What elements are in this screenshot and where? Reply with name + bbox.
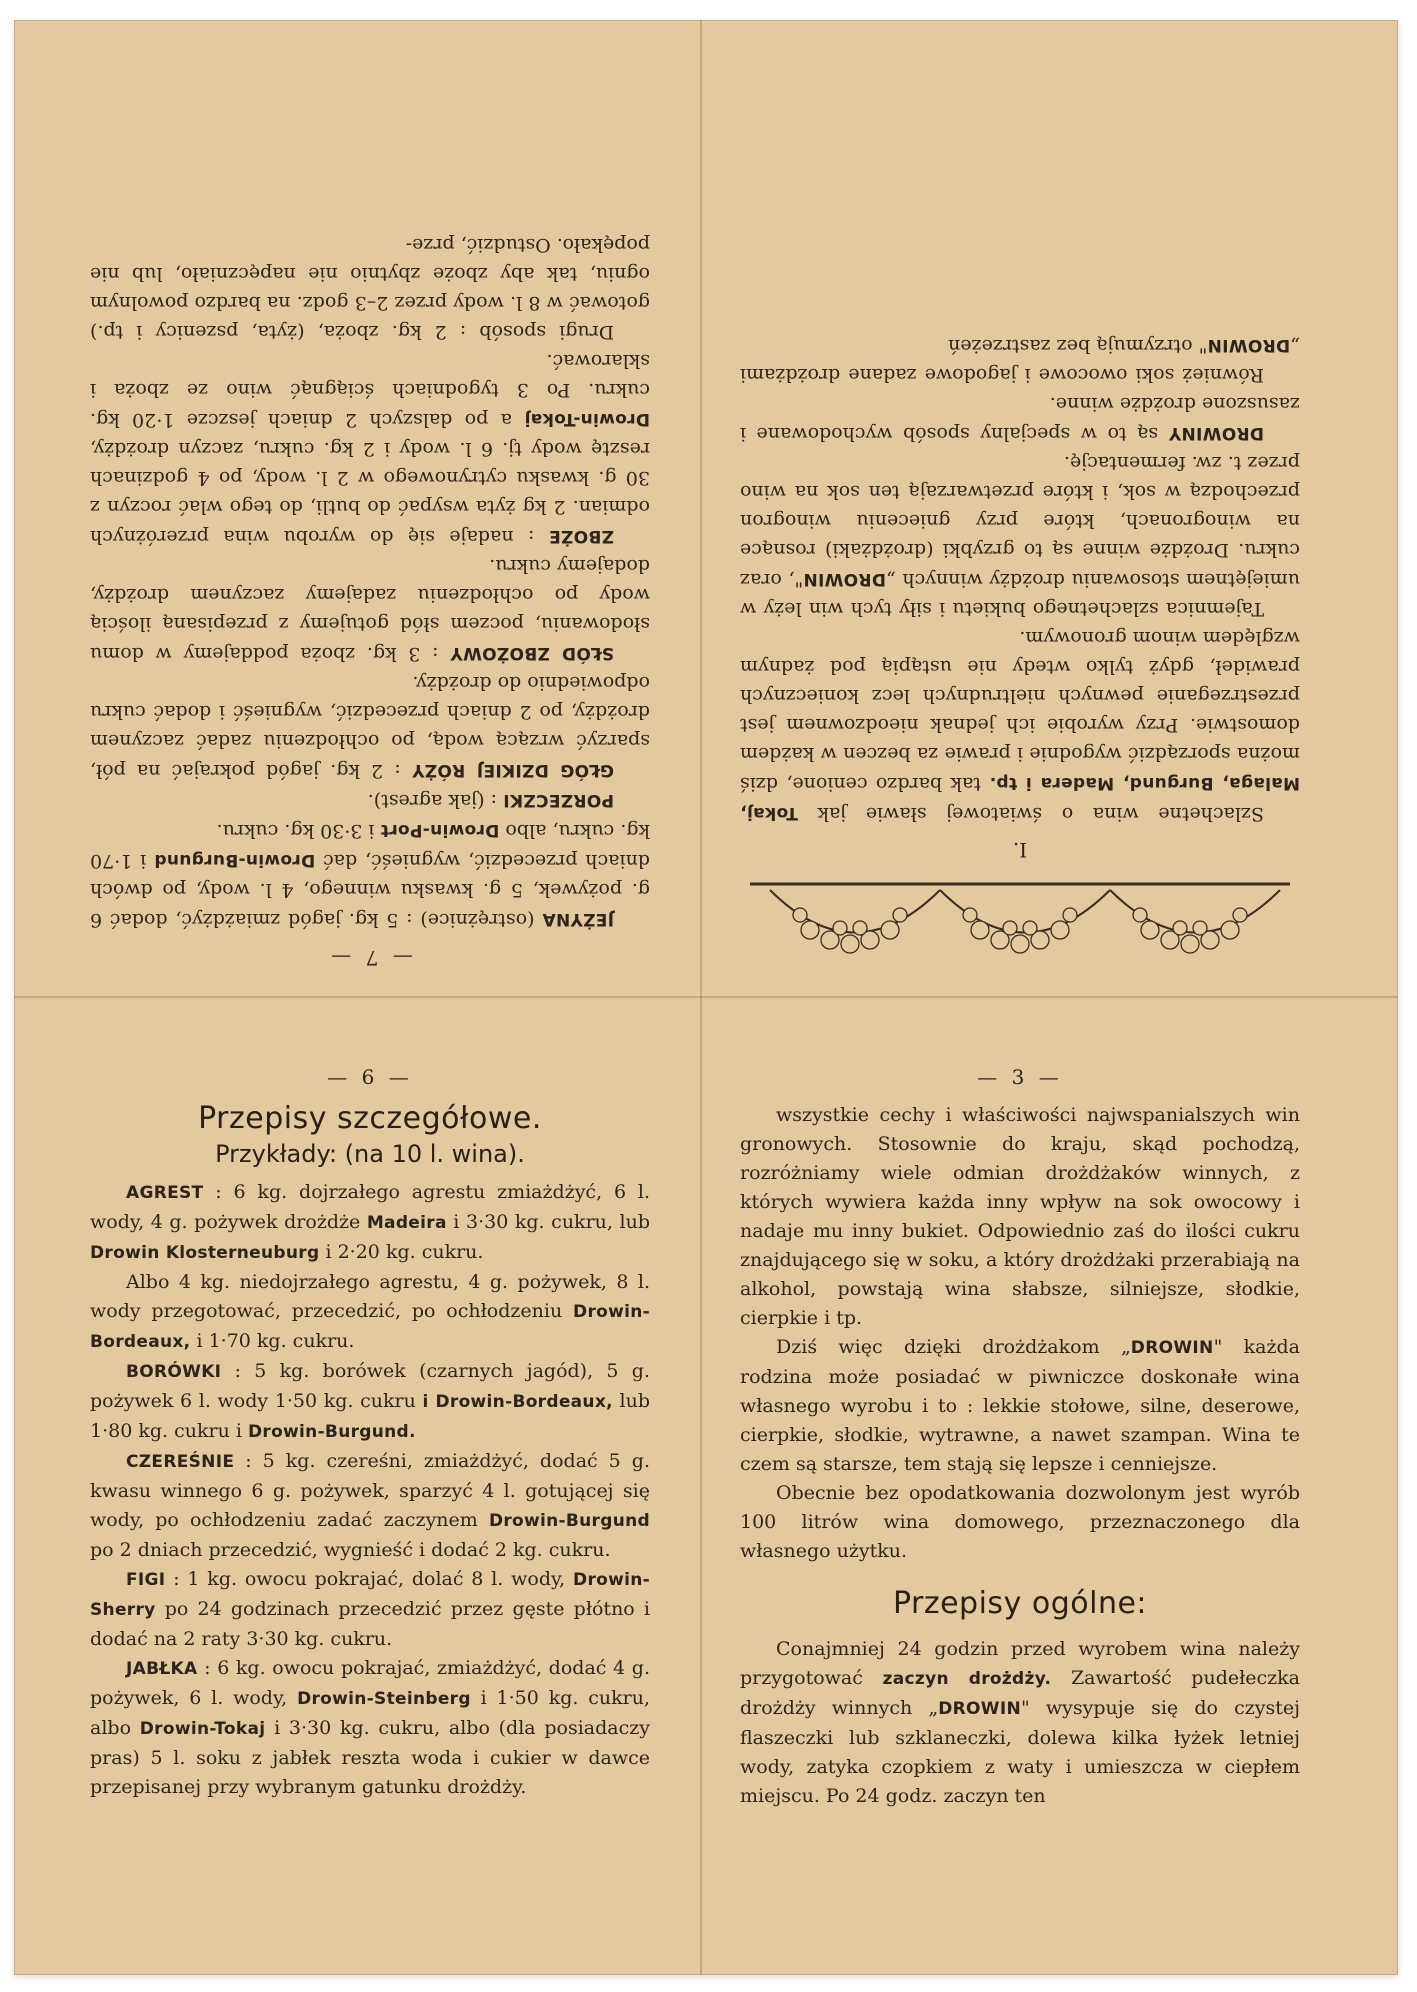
text-run: Drugi sposób : 2 kg. zboża, (żyta, pszenicy i tp.) gotować w 8 l. wody przez 2–3 godz. na bardzo powolnym ogniu, tak aby zboże zbytnio nie napęczniało, lub nie popękało. Ostudzić, prze- (90, 234, 650, 343)
text-run: po 24 godzinach przecedzić przez gęste płótno i dodać na 2 raty 3·30 kg. cukru. (90, 1598, 650, 1650)
text-run: : 5 kg. borówek (czarnych jagód), 5 g. pożywek 6 l. wody 1·50 kg. cukru (90, 1360, 650, 1412)
text-run: a po dalszych 2 dniach jeszcze 1·20 kg. cukru. Po 3 tygodniach ściągnąć wino ze zboża i sklarować. (90, 350, 650, 431)
paragraph (90, 230, 650, 346)
bold-term: PORZECZKI (503, 790, 614, 810)
bold-term: i Drowin-Bordeaux, (422, 1392, 613, 1412)
paragraph (90, 815, 650, 934)
bold-term: Drowin-Sherry (90, 1570, 650, 1620)
text-run: i 1·50 kg. cukru, albo (90, 1687, 650, 1739)
text-run: : 5 kg. czereśni, zmiażdżyć, dodać 5 g. kwasu winnego 6 g. pożywek, sparzyć 4 l. gotującej się wody, po ochłodzeniu zadać zaczynem (90, 1450, 650, 1531)
page-1-upside-down (740, 70, 1300, 970)
text-run: : 2 kg. jagód pokrajać na pół, sparzyć wrzącą wodą, po ochłodzeniu zadać zaczynem drożdży, po 2 dniach przecedzić, wygnieść i dodać cukru odpowiednio do drożdży. (90, 672, 650, 782)
paragraph (90, 1447, 650, 1565)
text-run: Zawartość pudełeczka drożdży winnych „ (740, 1667, 1300, 1719)
bold-term: JEŻYNA (542, 909, 614, 929)
text-run: " każda rodzina może posiadać w piwniczce doskonałe wina własnego wyrobu i to : lekkie stołowe, silne, deserowe, cierpkie, słodkie, wytrawne, a nawet szampan. Wina te czem są starsze, tem stają się lepsze i cenniejsze. (740, 1336, 1300, 1475)
text-run: tak bardzo cenione, dziś można sporządzić wygodnie i prawie za bezcen w każdem domostwie. Przy wyrobie ich jednak nieodzownem jest przestrzeganie pewnych nieltrudnych lecz koniecznych prawideł, gdyż tylko wtedy nie ustąpią pod żadnym względem winom gronowym. (740, 627, 1300, 795)
intro-text (740, 330, 1300, 828)
bold-term: ZBOŻE (548, 526, 614, 546)
page-number: — 6 — (327, 1065, 413, 1089)
bold-term: AGREST (126, 1183, 204, 1203)
section-number: I. (1012, 838, 1028, 862)
text-run: są to w specjalny sposób wychodowane i zasuszone drożdże winne. (740, 393, 1300, 445)
page-number: — 7 — (327, 946, 413, 970)
bold-term: DROWIN (938, 1699, 1021, 1719)
paragraph (740, 448, 1300, 623)
page-7-upside-down (90, 70, 650, 970)
paragraph (740, 623, 1300, 828)
paragraph (90, 1654, 650, 1802)
text-run: : 3 kg. zboża poddajemy w domu słodowaniu, poczem słód gotujemy z przepisaną ilością wody po ochłodzeniu zadajemy zaczynem drożdży, dodajemy cukru. (90, 555, 650, 665)
bold-term: DROWIN (1207, 335, 1291, 355)
text-run: Conajmniej 24 godzin przed wyrobem wina należy przygotować (740, 1638, 1300, 1689)
text-run: i 3·30 kg. cukru, lub (446, 1211, 650, 1233)
text-run: Szlachetne wina o światowej sławie jak (797, 803, 1264, 825)
paragraph (740, 330, 1300, 389)
text-run: Obecnie bez opodatkowania dozwolonym jest wyrób 100 litrów wina domowego, przeznaczonego dla własnego użytku. (740, 1482, 1300, 1562)
bold-term: DROWIN (1130, 1338, 1214, 1358)
bold-term: Drowin-Port (380, 820, 500, 840)
body-text (740, 1101, 1300, 1566)
text-run: i 1·70 kg. cukru, albo (90, 820, 650, 872)
text-run: wszystkie cechy i właściwości najwspanialszych win gronowych. Stosownie do kraju, skąd pochodzą, rozróżniamy wiele odmian drożdżaków winnych, z których wywiera każda inny wpływ na sok owocowy i nadaje mu inny bukiet. Odpowiednio zaś do ilości cukru znajdującego się w soku, a który drożdżaki przerabiają na alkohol, powstają wina słabsze, silniejsze, słodkie, cierpkie i tp. (740, 1104, 1300, 1329)
text-run: i 3·30 kg. cukru, albo (dla posiadaczy pras) 5 l. soku z jabłek reszta woda i cukier w dawce przepisanej przy wybranym gatunku drożdży. (90, 1717, 650, 1798)
section-heading: Przepisy ogólne: (892, 1586, 1148, 1621)
paragraph (90, 346, 650, 551)
paragraph (90, 668, 650, 785)
paragraph (740, 1635, 1300, 1811)
page-3 (740, 1065, 1300, 1925)
horizontal-fold-line (14, 996, 1398, 998)
paragraph (90, 1565, 650, 1654)
text-run: Dziś więc dzięki drożdżakom „ (776, 1336, 1131, 1358)
text-run: (ostrężnice) : 5 kg. jagód zmiażdżyć, dodać 6 g. pożywek, 5 g. kwasku winnego, 4 l. wody, po dwóch dniach przecedzić, wygnieść, dać (90, 850, 650, 931)
paragraph (740, 389, 1300, 448)
body-text-general (740, 1635, 1300, 1811)
text-run: po 2 dniach przecedzić, wygnieść i dodać 2 kg. cukru. (90, 1539, 611, 1561)
paragraph (90, 551, 650, 668)
text-run: : 6 kg. dojrzałego agrestu zmiażdżyć, 6 l. wody, 4 g. pożywek drożdże (90, 1181, 650, 1233)
text-run: : (jak agrest). (367, 790, 504, 812)
bold-term: FIGI (126, 1570, 166, 1590)
bold-term: CZEREŚNIE (126, 1452, 235, 1472)
bold-term: zaczyn drożdży. (882, 1669, 1052, 1689)
bold-term: Drowin-Tokaj (139, 1719, 266, 1739)
section-subtitle: Przykłady: (na 10 l. wina). (215, 1140, 525, 1168)
paragraph (90, 785, 650, 815)
recipe-list (90, 1178, 650, 1802)
recipe-list (90, 230, 650, 934)
text-run: " wysypuje się do czystej flaszeczki lub szklaneczki, dolewa kilka łyżek letniej wody, zatyka czopkiem z waty i umieszcza w ciepłem miejscu. Po 24 godz. zaczyn ten (740, 1697, 1300, 1807)
text-run: ", oraz cukru. Drożdże winne są to grzybki (drożdżaki) rosnące na winogronach, które przy gnieceniu winogron przechodzą w sok, i które przetwarzają ten sok na wino przez t. zw. fermentację. (740, 452, 1300, 591)
bold-term: Tokaj, Malaga, Burgund, Madera i tp. (740, 773, 1300, 823)
bold-term: DROWIN (803, 569, 886, 589)
text-run: i 3·30 kg. cukru. (216, 820, 381, 842)
text-run: Tajemnica szlachetnego bukietu i siły tych win leży w umiejętnem stosowaniu drożdży winnych „ (740, 569, 1300, 620)
bold-term: Drowin-Burgund (154, 850, 316, 870)
grape-arch-ornament-icon (750, 880, 1290, 970)
text-run: Albo 4 kg. niedojrzałego agrestu, 4 g. pożywek, 8 l. wody przegotować, przecedzić, po ochłodzeniu (90, 1271, 650, 1322)
text-run: " otrzymują bez zastrzeżeń (948, 335, 1208, 357)
text-run: lub 1·80 kg. cukru i (90, 1390, 650, 1442)
paragraph (90, 1357, 650, 1447)
text-run: : 1 kg. owocu pokrajać, dolać 8 l. wody, (165, 1568, 574, 1590)
bold-term: Drowin Klosterneuburg (90, 1243, 320, 1263)
section-title: Przepisy szczegółowe. (198, 1101, 542, 1136)
bold-term: Madeira (366, 1213, 447, 1233)
bold-term: JABŁKA (126, 1659, 198, 1679)
bold-term: GŁÓG DZIKIEJ RÓŻY (411, 760, 614, 780)
bold-term: SŁÓD ZBOŻOWY (450, 643, 614, 663)
text-run: Również soki owocowe i jagodowe zadane drożdżami „ (740, 335, 1300, 386)
text-run: i 2·20 kg. cukru. (319, 1241, 484, 1263)
paragraph (740, 1479, 1300, 1566)
bold-term: DROWINY (1168, 423, 1264, 443)
paragraph (90, 1178, 650, 1268)
paragraph (740, 1333, 1300, 1479)
text-run: : nadaje się do wyrobu wina przeróżnych odmian. 2 kg żyta wsypać do butli, do tego wlać roczyn z 30 g. kwasku cytrynowego w 2 l. wody, po 4 godzinach resztę wody tj. 6 l. wody i 2 kg. cukru, zaczyn drożdży, (90, 438, 650, 548)
page-6 (90, 1065, 650, 1925)
paragraph (740, 1101, 1300, 1333)
bold-term: Drowin-Burgund. (247, 1422, 416, 1442)
text-run: i 1·70 kg. cukru. (190, 1330, 355, 1352)
page-number: — 3 — (977, 1065, 1063, 1089)
paragraph (90, 1268, 650, 1357)
bold-term: Drowin-Burgund (488, 1511, 650, 1531)
text-run: : 6 kg. owocu pokrajać, zmiażdżyć, dodać 4 g. pożywek, 6 l. wody, (90, 1657, 650, 1709)
bold-term: Drowin-Tokaj (524, 409, 650, 429)
bold-term: Drowin-Bordeaux, (90, 1302, 650, 1352)
bold-term: BORÓWKI (126, 1362, 222, 1382)
bold-term: Drowin-Steinberg (297, 1689, 471, 1709)
